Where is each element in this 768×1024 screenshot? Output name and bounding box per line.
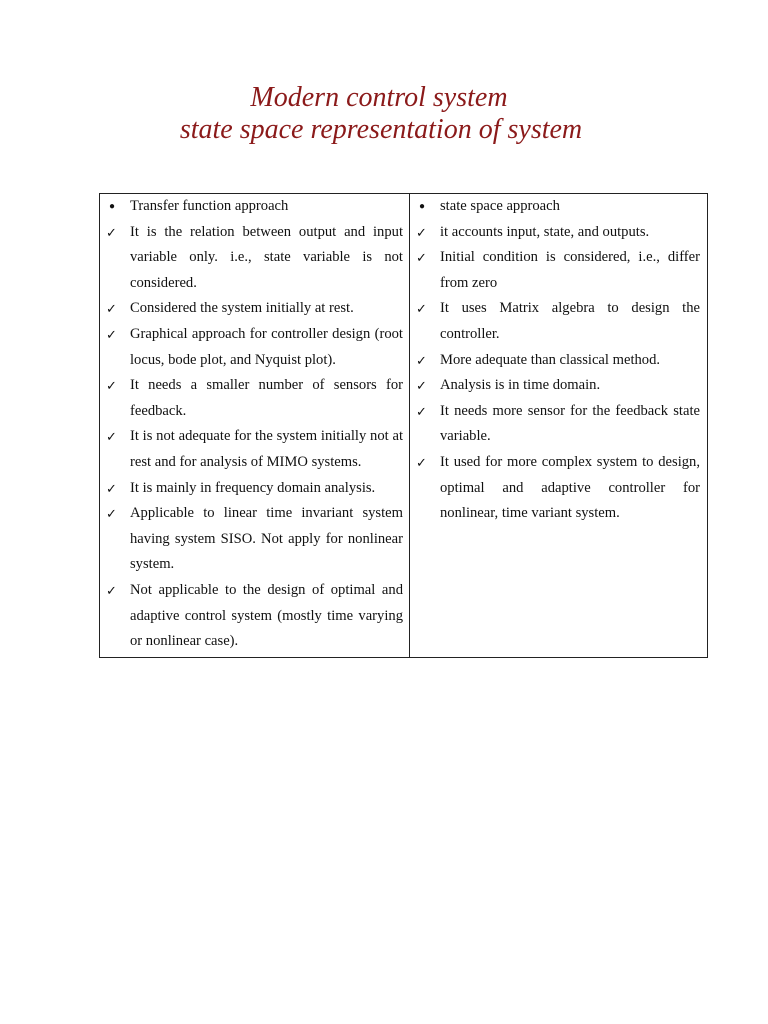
list-item (410, 296, 700, 347)
list-item (100, 194, 403, 220)
list-item-text: It needs a smaller number of sensors for feedback. (130, 377, 403, 419)
checkmark-icon: ✓ (416, 301, 427, 317)
list-item-text: Not applicable to the design of optimal and adaptive control system (mostly time varying or nonlinear case). (130, 581, 403, 650)
title-line-1: Modern control system (250, 82, 508, 113)
list-item (100, 322, 403, 373)
checkmark-icon: ✓ (106, 429, 117, 445)
list-item (410, 220, 700, 246)
checkmark-icon: ✓ (416, 454, 427, 470)
bullet-icon: ● (419, 201, 426, 212)
checkmark-icon: ✓ (106, 506, 117, 522)
state-space-column (410, 194, 708, 658)
list-item (100, 578, 403, 655)
list-item (100, 501, 403, 578)
document-title (0, 82, 768, 146)
list-item-text: It is mainly in frequency domain analysis. (130, 479, 376, 496)
list-item-text: Applicable to linear time invariant system having system SISO. Not apply for nonlinear system. (130, 505, 403, 573)
list-item-text: Graphical approach for controller design (root locus, bode plot, and Nyquist plot). (130, 325, 403, 368)
checkmark-icon: ✓ (106, 378, 117, 394)
list-item-text: Considered the system initially at rest. (130, 300, 354, 317)
bullet-icon: ● (109, 201, 116, 212)
checkmark-icon: ✓ (416, 403, 427, 419)
list-item-text: It is the relation between output and input variable only. i.e., state variable is not considered. (130, 223, 403, 291)
title-line-2: state space representation of system (179, 114, 583, 145)
checkmark-icon: ✓ (106, 224, 117, 240)
list-item-text: state space approach (440, 198, 560, 214)
list-item-text: It used for more complex system to design, optimal and adaptive controller for nonlinear, time variant system. (440, 453, 700, 522)
checkmark-icon: ✓ (106, 301, 117, 317)
list-item-text: It needs more sensor for the feedback state variable. (440, 402, 700, 445)
right-list (410, 194, 707, 527)
checkmark-icon: ✓ (106, 480, 117, 496)
checkmark-icon: ✓ (106, 326, 117, 342)
list-item-text: It is not adequate for the system initially not at rest and for analysis of MIMO systems. (130, 428, 403, 470)
comparison-table (99, 193, 708, 658)
list-item-text: it accounts input, state, and outputs. (440, 223, 650, 240)
checkmark-icon: ✓ (416, 250, 427, 266)
list-item-text: Analysis is in time domain. (440, 377, 601, 394)
list-item (100, 476, 403, 502)
list-item (410, 399, 700, 450)
list-item-text: Transfer function approach (130, 198, 289, 214)
list-item (100, 220, 403, 297)
list-item-text: It uses Matrix algebra to design the controller. (440, 300, 700, 342)
list-item-text: Initial condition is considered, i.e., differ from zero (440, 249, 700, 291)
list-item (410, 194, 700, 220)
transfer-function-column (100, 194, 410, 658)
checkmark-icon: ✓ (416, 378, 427, 394)
list-item (410, 373, 700, 399)
checkmark-icon: ✓ (416, 224, 427, 240)
list-item (410, 450, 700, 527)
list-item-text: More adequate than classical method. (440, 351, 661, 368)
list-item (100, 424, 403, 475)
table-row (100, 194, 708, 658)
left-list (100, 194, 409, 655)
list-item (410, 348, 700, 374)
checkmark-icon: ✓ (106, 582, 117, 598)
list-item (100, 373, 403, 424)
list-item (410, 245, 700, 296)
list-item (100, 296, 403, 322)
checkmark-icon: ✓ (416, 352, 427, 368)
